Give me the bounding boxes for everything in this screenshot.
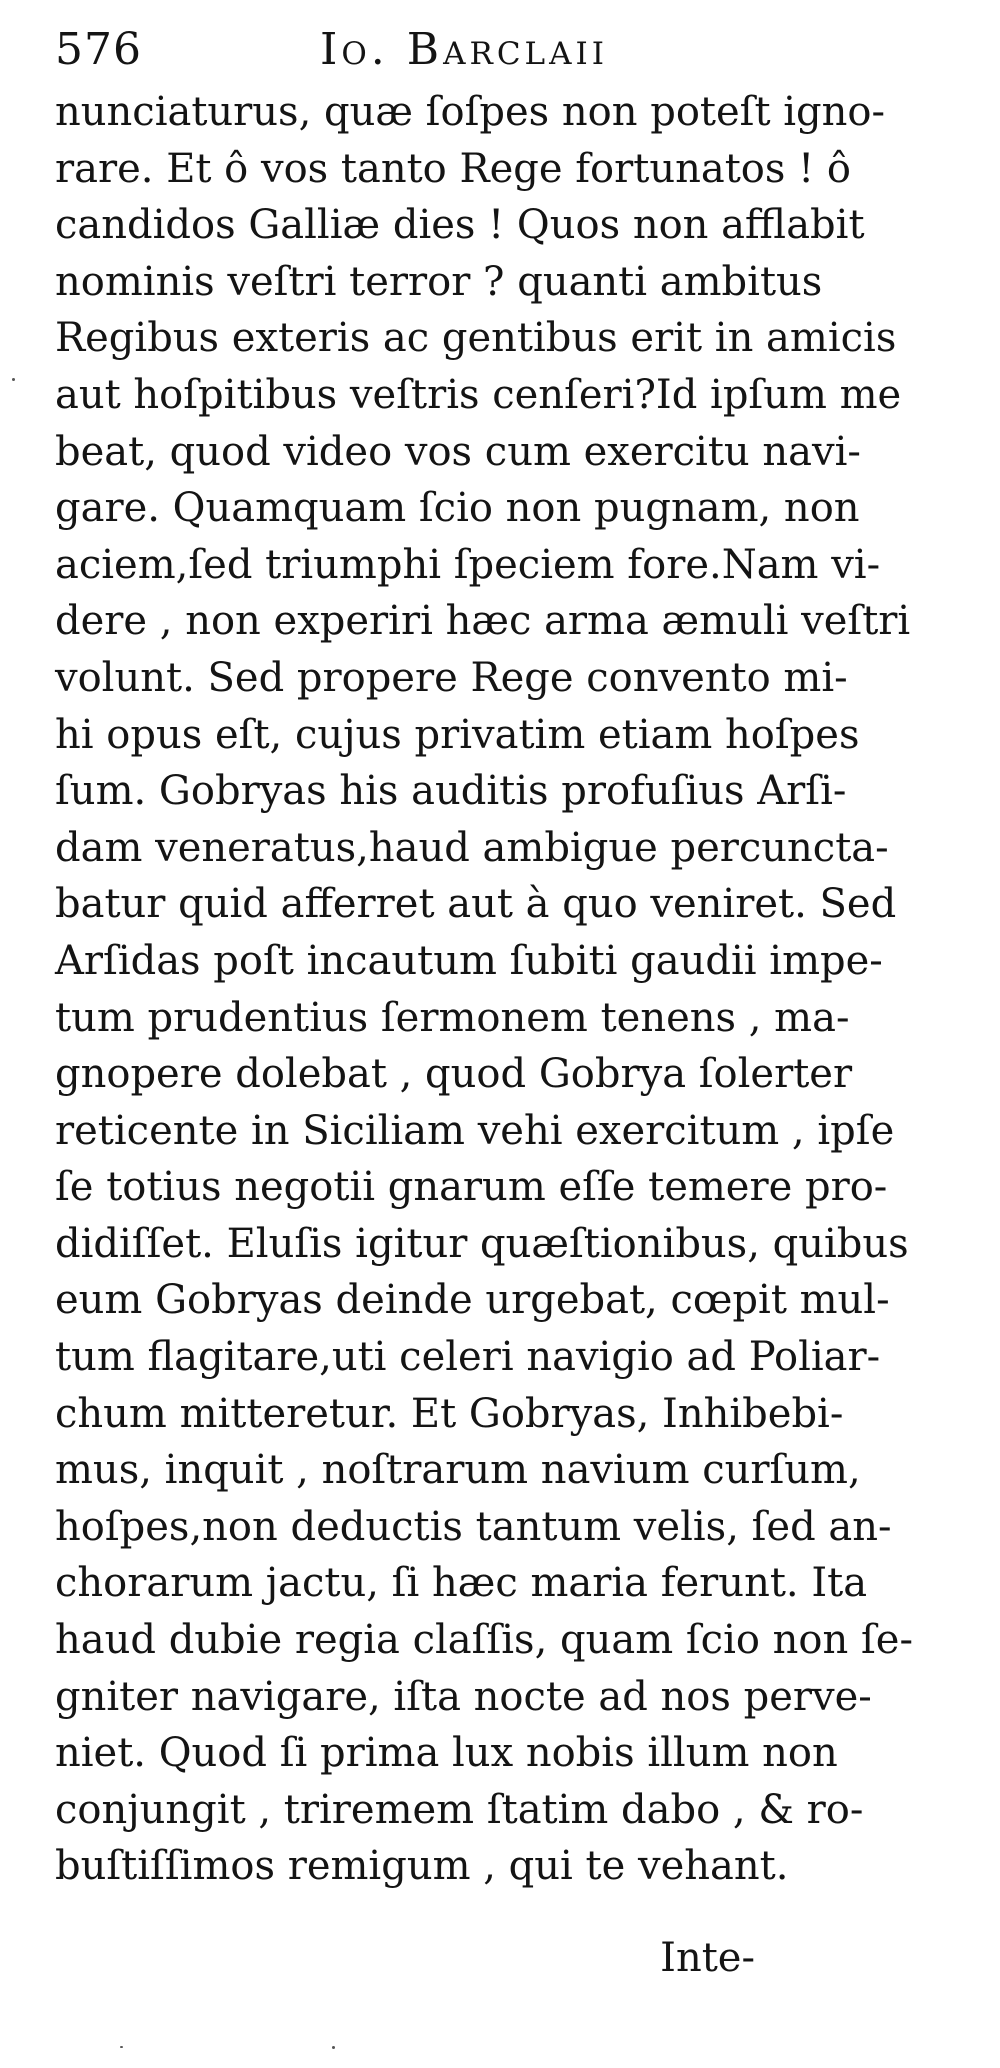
text-line: hoſpes,non deductis tantum velis, ſed an- bbox=[55, 1503, 892, 1550]
page-number: 576 bbox=[55, 24, 142, 75]
text-line: conjungit , triremem ſtatim dabo , & ro- bbox=[55, 1786, 864, 1833]
page-header bbox=[55, 20, 775, 80]
text-line: ſe totius negotii gnarum eſſe temere pro- bbox=[55, 1164, 888, 1211]
text-line: gnopere dolebat , quod Gobrya ſolerter bbox=[55, 1051, 853, 1098]
text-line: dere , non experiri hæc arma æmuli veſtri bbox=[55, 598, 911, 645]
text-line: gare. Quamquam ſcio non pugnam, non bbox=[55, 485, 860, 532]
text-line: haud dubie regia claſſis, quam ſcio non ſe- bbox=[55, 1617, 913, 1664]
text-line: rare. Et ô vos tanto Rege fortunatos ! ô bbox=[55, 145, 851, 192]
text-line: beat, quod video vos cum exercitu navi- bbox=[55, 428, 861, 475]
text-line: reticente in Siciliam vehi exercitum , ipſe bbox=[55, 1107, 895, 1154]
text-line: chum mitteretur. Et Gobryas, Inhibebi- bbox=[55, 1390, 844, 1437]
margin-speck bbox=[12, 378, 15, 381]
text-line: mus, inquit , noſtrarum navium curſum, bbox=[55, 1447, 861, 1494]
text-line: didiſſet. Eluſis igitur quæſtionibus, quibus bbox=[55, 1220, 909, 1267]
text-line: nominis veſtri terror ? quanti ambitus bbox=[55, 258, 823, 305]
running-head: Io. Barclaii bbox=[320, 24, 609, 75]
text-line: Regibus exteris ac gentibus erit in amicis bbox=[55, 315, 897, 362]
text-line: candidos Galliæ dies ! Quos non afflabit bbox=[55, 202, 865, 249]
margin-speck bbox=[120, 2046, 123, 2048]
text-line: volunt. Sed propere Rege convento mi- bbox=[55, 654, 848, 701]
margin-speck bbox=[332, 2046, 335, 2049]
text-line: ſum. Gobryas his auditis profuſius Arſi- bbox=[55, 768, 847, 815]
text-line: niet. Quod ſi prima lux nobis illum non bbox=[55, 1730, 838, 1777]
text-line: aut hoſpitibus veſtris cenſeri?Id ipſum me bbox=[55, 371, 902, 418]
text-line: aciem,ſed triumphi ſpeciem fore.Nam vi- bbox=[55, 541, 881, 588]
text-line: gniter navigare, iſta nocte ad nos perve- bbox=[55, 1673, 872, 1720]
text-line: eum Gobryas deinde urgebat, cœpit mul- bbox=[55, 1277, 890, 1324]
text-line: buſtiſſimos remigum , qui te vehant. bbox=[55, 1843, 789, 1890]
text-line: chorarum jactu, ſi hæc maria ferunt. Ita bbox=[55, 1560, 868, 1607]
text-line: nunciaturus, quæ ſoſpes non poteſt igno- bbox=[55, 89, 885, 135]
catchword: Inte- bbox=[660, 1935, 755, 1981]
text-line: dam veneratus,haud ambigue percunctа- bbox=[55, 824, 889, 871]
text-line: batur quid afferret aut à quo veniret. Sed bbox=[55, 881, 897, 928]
text-line: tum flagitare,uti celeri navigio ad Poliar- bbox=[55, 1334, 881, 1381]
text-line: hi opus eſt, cujus privatim etiam hoſpes bbox=[55, 711, 860, 758]
text-line: Arſidas poſt incautum ſubiti gaudii impe- bbox=[55, 937, 883, 984]
text-line: tum prudentius ſermonem tenens , ma- bbox=[55, 994, 850, 1041]
body-text bbox=[55, 84, 913, 1895]
